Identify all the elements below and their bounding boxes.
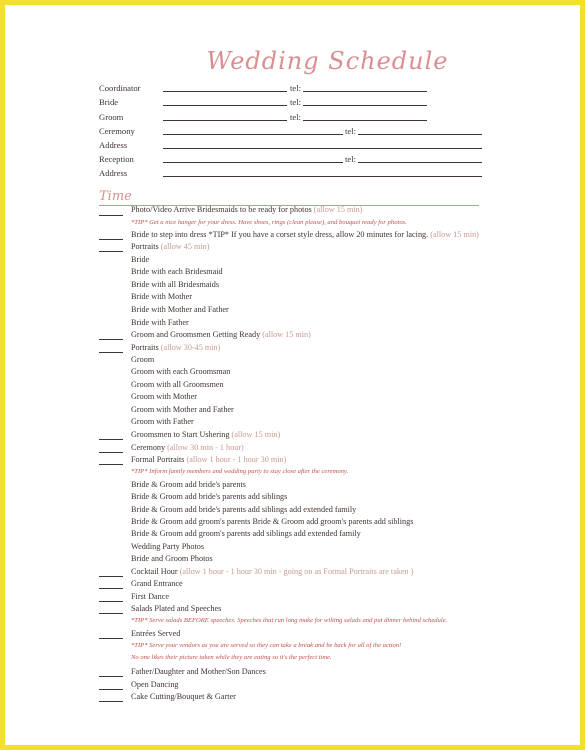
schedule-page	[5, 5, 580, 745]
sub-item: Bride	[131, 255, 150, 264]
schedule-item: Groom and Groomsmen Getting Ready (allow 15 min)	[131, 330, 311, 339]
ceremony-label: Ceremony	[99, 126, 135, 136]
coordinator-tel-field[interactable]	[303, 91, 427, 92]
time-blank[interactable]	[99, 352, 123, 353]
time-blank[interactable]	[99, 452, 123, 453]
schedule-item: Open Dancing	[131, 680, 179, 689]
schedule-item: Cake Cutting/Bouquet & Garter	[131, 692, 236, 701]
reception-tel-field[interactable]	[358, 162, 482, 163]
groom-label: Groom	[99, 112, 124, 122]
bride-label: Bride	[99, 97, 119, 107]
time-blank[interactable]	[99, 701, 123, 702]
time-blank[interactable]	[99, 689, 123, 690]
sub-item: Bride with all Bridesmaids	[131, 280, 220, 289]
time-blank[interactable]	[99, 239, 123, 240]
coordinator-label: Coordinator	[99, 83, 141, 93]
time-blank[interactable]	[99, 464, 123, 465]
tip-text: *TIP* Inform family members and wedding party to stay close after the ceremony.	[131, 468, 349, 475]
sub-item: Bride and Groom Photos	[131, 554, 213, 563]
time-blank[interactable]	[99, 601, 123, 602]
reception-address-label: Address	[99, 168, 128, 178]
schedule-item: Grand Entrance	[131, 579, 183, 588]
coordinator-field[interactable]	[163, 91, 287, 92]
sub-item: Bride & Groom add bride's parents add siblings add extended family	[131, 505, 357, 514]
time-blank[interactable]	[99, 638, 123, 639]
time-blank[interactable]	[99, 613, 123, 614]
time-blank[interactable]	[99, 676, 123, 677]
schedule-item: Salads Plated and Speeches	[131, 604, 222, 613]
sub-item: Bride & Groom add bride's parents add siblings	[131, 492, 288, 501]
ceremony-address-label: Address	[99, 140, 128, 150]
sub-item: Groom with Mother	[131, 392, 197, 401]
schedule-item: Portraits (allow 45 min)	[131, 242, 210, 251]
time-blank[interactable]	[99, 251, 123, 252]
sub-item: Groom with Mother and Father	[131, 405, 234, 414]
sub-item: Groom with all Groomsmen	[131, 380, 224, 389]
schedule-item: Bride to step into dress *TIP* If you have a corset style dress, allow 20 minutes for lacing. (allow 15 min)	[131, 230, 479, 239]
schedule-item: Ceremony (allow 30 min - 1 hour)	[131, 443, 244, 452]
sub-item: Bride & Groom add groom's parents Bride & Groom add groom's parents add siblings	[131, 517, 414, 526]
schedule-item: Groomsmen to Start Ushering (allow 15 min)	[131, 430, 281, 439]
schedule-item: Father/Daughter and Mother/Son Dances	[131, 667, 266, 676]
reception-field[interactable]	[163, 162, 343, 163]
tip-text: *TIP* Serve salads BEFORE speeches. Speeches that run long make for wilting salads and put dinner behind schedule.	[131, 617, 448, 624]
tip-text: No one likes their picture taken while they are eating so it's the perfect time.	[131, 654, 332, 661]
groom-tel-label: tel:	[290, 112, 301, 122]
sub-item: Groom with each Groomsman	[131, 367, 231, 376]
time-blank[interactable]	[99, 576, 123, 577]
groom-field[interactable]	[163, 120, 287, 121]
time-heading: Time	[99, 189, 132, 204]
page-title: Wedding Schedule	[206, 47, 449, 75]
schedule-item: First Dance	[131, 592, 169, 601]
time-blank[interactable]	[99, 215, 123, 216]
schedule-item: Portraits (allow 30-45 min)	[131, 343, 221, 352]
sub-item: Groom	[131, 355, 155, 364]
sub-item: Bride with Father	[131, 318, 189, 327]
sub-item: Bride & Groom add groom's parents add siblings add extended family	[131, 529, 361, 538]
bride-tel-field[interactable]	[303, 105, 427, 106]
sub-item: Bride with Mother	[131, 292, 192, 301]
sub-item: Bride & Groom add bride's parents	[131, 480, 246, 489]
time-blank[interactable]	[99, 439, 123, 440]
schedule-item: Cocktail Hour (allow 1 hour - 1 hour 30 min - going on as Formal Portraits are taken )	[131, 567, 414, 576]
tip-text: *TIP* Get a nice hanger for your dress. Have shoes, rings (clean please), and bouquet ready for photos.	[131, 219, 407, 226]
groom-tel-field[interactable]	[303, 120, 427, 121]
tip-text: *TIP* Serve your vendors as you are served so they can take a break and be back for all of the action!	[131, 642, 402, 649]
sub-item: Bride with each Bridesmaid	[131, 267, 223, 276]
schedule-item: Entrées Served	[131, 629, 181, 638]
sub-item: Bride with Mother and Father	[131, 305, 229, 314]
bride-tel-label: tel:	[290, 97, 301, 107]
reception-tel-label: tel:	[345, 154, 356, 164]
coordinator-tel-label: tel:	[290, 83, 301, 93]
ceremony-tel-label: tel:	[345, 126, 356, 136]
ceremony-address-field[interactable]	[163, 148, 482, 149]
time-blank[interactable]	[99, 588, 123, 589]
reception-address-field[interactable]	[163, 176, 482, 177]
time-blank[interactable]	[99, 339, 123, 340]
ceremony-field[interactable]	[163, 134, 343, 135]
reception-label: Reception	[99, 154, 134, 164]
ceremony-tel-field[interactable]	[358, 134, 482, 135]
bride-field[interactable]	[163, 105, 287, 106]
schedule-item: Formal Portraits (allow 1 hour - 1 hour 30 min)	[131, 455, 287, 464]
schedule-item: Photo/Video Arrive Bridesmaids to be ready for photos (allow 15 min)	[131, 205, 363, 214]
sub-item: Groom with Father	[131, 417, 194, 426]
sub-item: Wedding Party Photos	[131, 542, 205, 551]
